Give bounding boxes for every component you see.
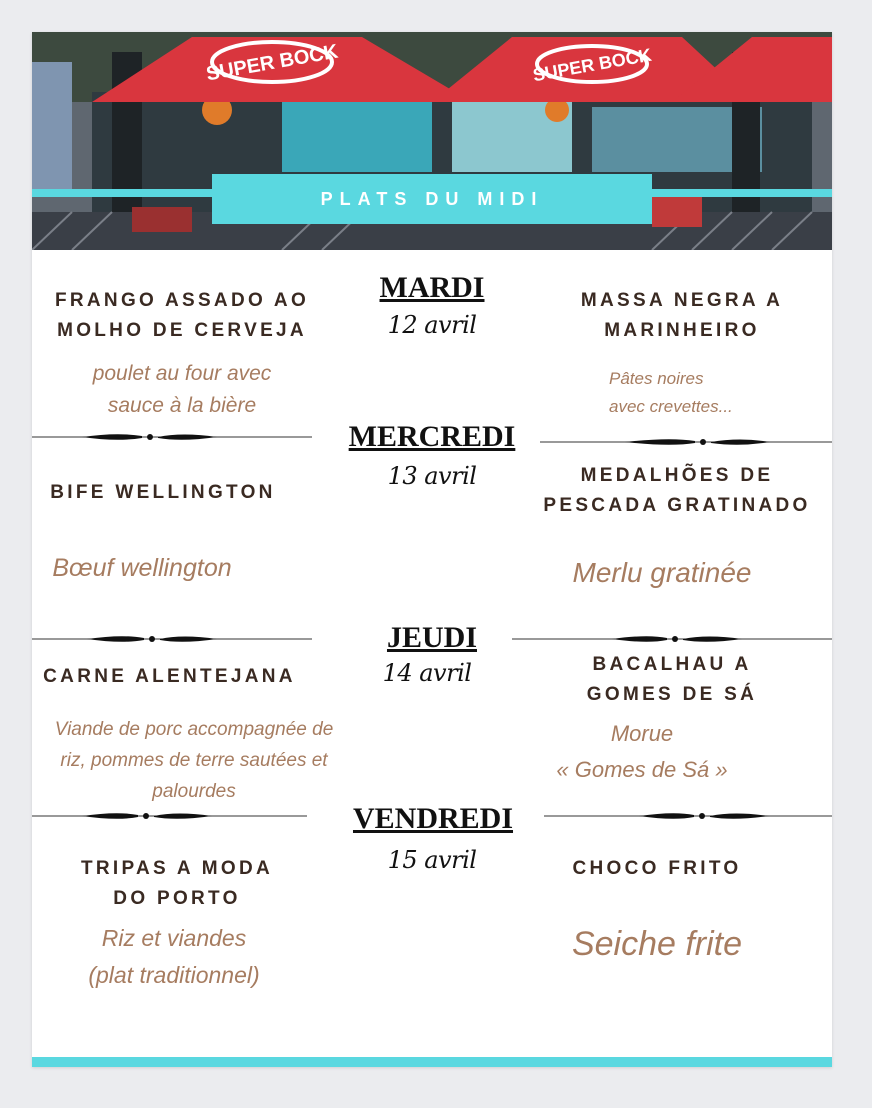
dish-mardi-right: MASSA NEGRA A MARINHEIRO	[580, 290, 784, 341]
dish-mardi-left: FRANGO ASSADO AO MOLHO DE CERVEJA	[54, 290, 310, 341]
day-heading-jeudi: JEUDI	[386, 621, 477, 654]
banner-title: PLATS DU MIDI	[320, 188, 544, 209]
day-date-mercredi: 13 avril	[387, 462, 477, 490]
dish-jeudi-right: BACALHAU A GOMES DE SÁ	[586, 654, 758, 705]
divider-right-1	[540, 435, 832, 449]
divider-left-1	[32, 430, 312, 444]
banner-photo	[32, 32, 832, 250]
dish-vendredi-right: CHOCO FRITO	[572, 858, 742, 879]
desc-mercredi-right: Merlu gratinée	[572, 557, 752, 588]
day-date-vendredi: 15 avril	[387, 846, 477, 874]
dish-mercredi-right: MEDALHÕES DE PESCADA GRATINADO	[543, 465, 811, 516]
desc-mardi-right: Pâtes noires avec crevettes...	[609, 369, 733, 416]
desc-jeudi-left: Viande de porc accompagnée de riz, pommes de terre sautées et palourdes	[54, 719, 334, 802]
dish-vendredi-left: TRIPAS A MODA DO PORTO	[80, 858, 274, 909]
day-heading-mercredi: MERCREDI	[348, 420, 516, 453]
banner-title-box	[212, 174, 652, 224]
divider-left-2	[32, 632, 312, 646]
desc-mardi-left: poulet au four avec sauce à la bière	[92, 362, 272, 417]
divider-right-3	[544, 809, 832, 823]
day-heading-vendredi: VENDREDI	[352, 802, 514, 835]
desc-mercredi-left: Bœuf wellington	[52, 554, 232, 582]
umbrella-brand-left: SUPER BOCK	[204, 40, 340, 86]
day-date-mardi: 12 avril	[387, 311, 477, 339]
divider-left-3	[32, 809, 307, 823]
menu-sheet	[32, 32, 832, 1067]
bottom-accent-bar	[32, 1057, 832, 1067]
divider-right-2	[512, 632, 832, 646]
dish-jeudi-left: CARNE ALENTEJANA	[43, 666, 296, 687]
dish-mercredi-left: BIFE WELLINGTON	[50, 482, 276, 503]
desc-vendredi-right: Seiche frite	[571, 925, 743, 963]
day-heading-mardi: MARDI	[379, 271, 485, 304]
day-date-jeudi: 14 avril	[382, 659, 472, 687]
umbrella-brand-middle: SUPER BOCK	[531, 44, 654, 86]
desc-vendredi-left: Riz et viandes (plat traditionnel)	[88, 925, 260, 988]
desc-jeudi-right: Morue « Gomes de Sá »	[556, 721, 728, 782]
